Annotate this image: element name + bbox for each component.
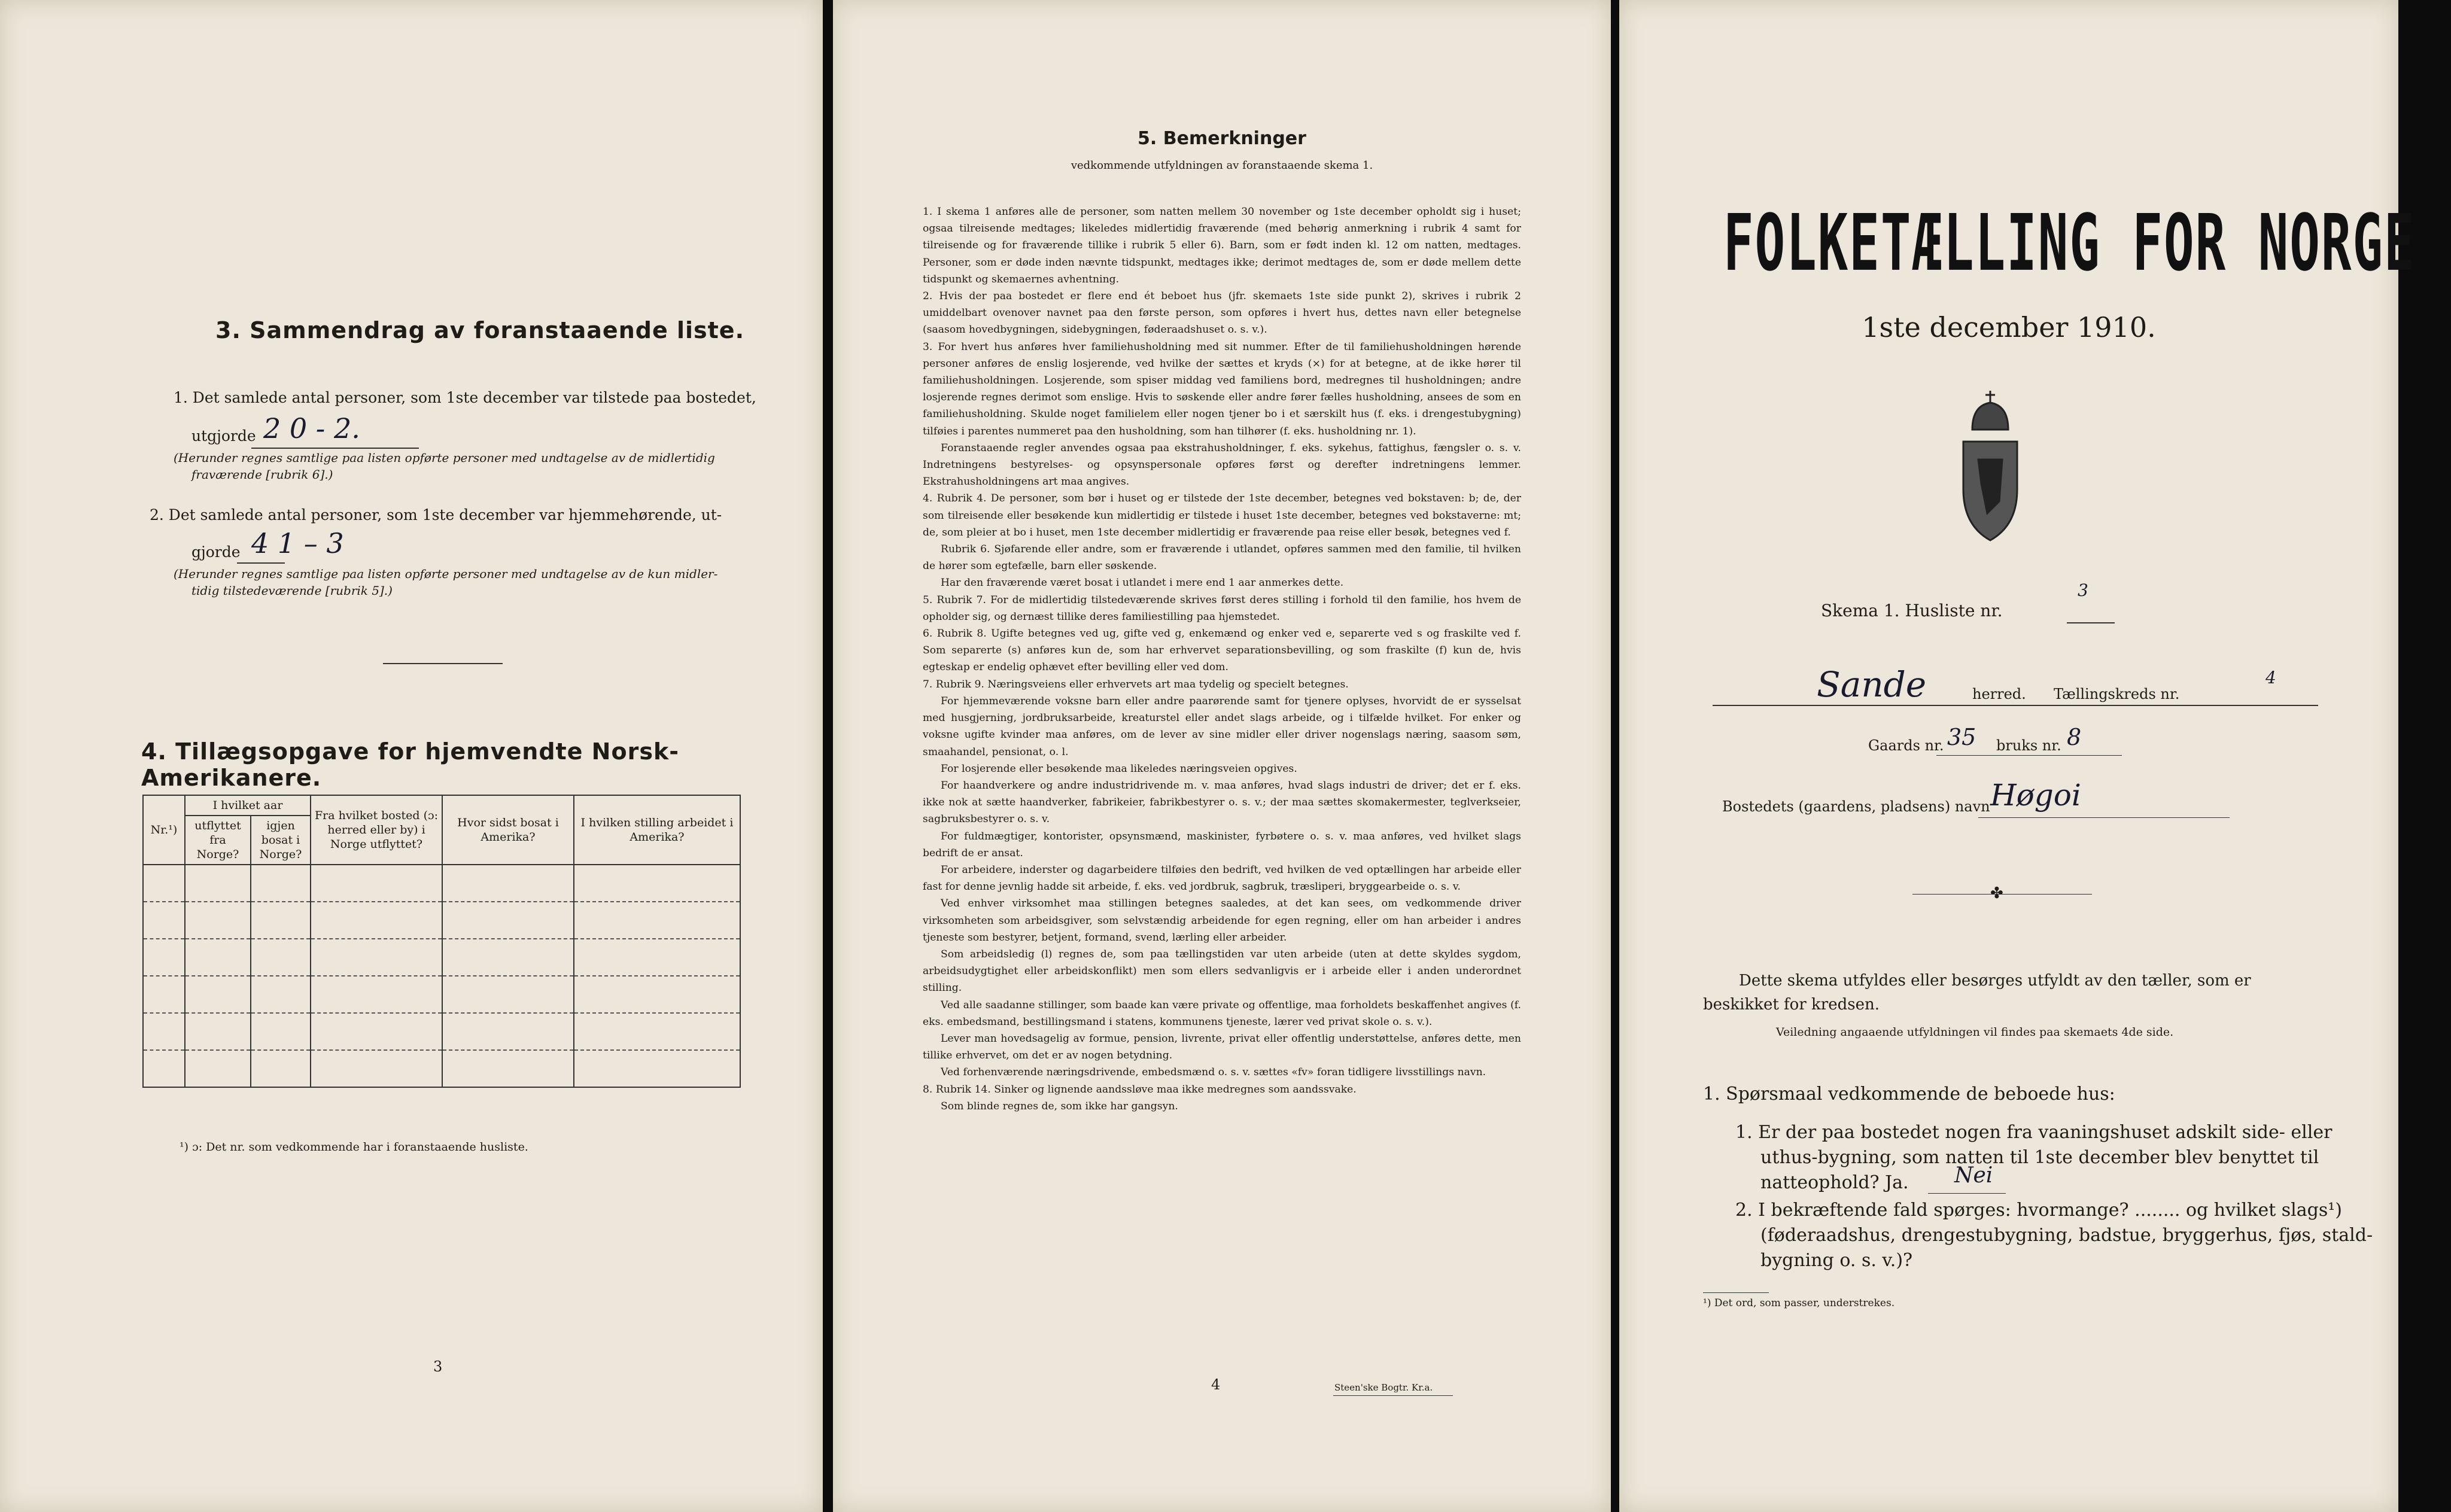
ornament-icon: ✤ [1990,884,2003,902]
bruks-value: 8 [2067,724,2082,750]
notes-body [923,203,1521,1115]
question-heading: 1. Spørsmaal vedkommende de beboede hus: [1703,1084,2115,1105]
page-middle [833,0,1611,1512]
note-item: For losjerende eller besøkende maa likeledes næringsveien opgives. [941,762,1297,775]
note-item: 8. Rubrik 14. Sinker og lignende aandssløve maa ikke medregnes som aandssvake. [923,1083,1357,1096]
note-item: Har den fraværende været bosat i utlandet i mere end 1 aar anmerkes dette. [941,577,1344,589]
gaards-value: 35 [1947,724,1976,750]
note-item: Foranstaaende regler anvendes ogsaa paa ekstrahusholdninger, f. eks. sykehus, fattighus, fængsler o. s. v. Indretningens bestyrelses- og opsynspersonale opføres først og derefter indretningens lemmer. Ekstrahusholdningens art maa angives. [923,442,1521,488]
note-item: Ved alle saadanne stillinger, som baade kan være private og offentlige, maa forholdets beskaffenhet angives (f. eks. embedsmand, bestillingsmand i statens, kommunens tjeneste, lærer ved privat skole o. s. v.). [923,999,1521,1028]
table-row [143,976,740,1013]
note-item: 3. For hvert hus anføres hver familiehusholdning med sit nummer. Efter de til familiehusholdningen hørende personer anføres de enslig losjerende, ved hvilke der sættes et kryds (×) for at betegne, at de ikke hører til familiehusholdningen. Losjerende, som spiser middag ved familiens bord, medregnes til husholdningen; andre losjerende regnes derimot som enslige. Hvis to søskende eller andre fører fælles husholdning, ansees de som en familiehusholdning. Skulde noget familielem eller nogen tjener bo i et særskilt hus (f. eks. i drengestubygning) tilføies i parentes nummeret paa den husholdning, som han tilhører (f. eks. husholdning nr. 1). [923,340,1521,437]
note-item: 1. I skema 1 anføres alle de personer, som natten mellem 30 november og 1ste december opholdt sig i huset; ogsaa tilreisende medtages; likeledes midlertidig fraværende (med behørig anmerkning i rubrik 4 samt for tilreisende og for fraværende tillike i rubrik 5 eller 6). Barn, som er født inden kl. 12 om natten, medtages. Personer, som er døde inden nævnte tidspunkt, medtages ikke; derimot medtages de, som er døde mellem dette tidspunkt og skemaernes avhentning. [923,206,1521,285]
item2-label: gjorde [191,543,241,561]
note-item: Lever man hovedsagelig av formue, pension, livrente, privat eller offentlig understøttelse, anføres dette, men tillike erhvervet, om det er av nogen betydning. [923,1032,1521,1062]
q1-answer: Nei [1954,1163,1993,1188]
page-number-left: 3 [433,1358,443,1375]
table-row [143,939,740,976]
note-item: 4. Rubrik 4. De personer, som bør i huset og er tilstede der 1ste december, betegnes ved bokstaven: b; de, der som tilreisende eller besøkende kun midlertidig er tilstede i huset 1ste december, betegnes ved bokstaverne: mt; de, som pleier at bo i huset, men 1ste december midlertidig er fraværende paa reise eller besøk, betegnes ved f. [923,492,1521,539]
col-emigrated: utflyttet fra Norge? [185,816,251,865]
item2-note1: (Herunder regnes samtlige paa listen opførte personer med undtagelse av de kun midler- [174,567,718,581]
notes-subtitle: vedkommende utfyldningen av foranstaaende skema 1. [1071,159,1373,172]
note-item: For hjemmeværende voksne barn eller andre paarørende samt for tjenere oplyses, hvorvidt de er sysselsat med husgjerning, jordbruksarbeide, kreaturstel eller andet slags arbeide, og i tilfælde hvilket. For enker og voksne ugifte kvinder maa anføres, om de lever av sine midler eller driver nogenslags næring, saasom søm, smaahandel, pensionat, o. l. [923,695,1521,758]
left-footnote: ¹) ɔ: Det nr. som vedkommende har i foranstaaende husliste. [180,1140,528,1154]
note-item: 7. Rubrik 9. Næringsveiens eller erhvervets art maa tydelig og specielt betegnes. [923,678,1349,690]
herred-line [1713,705,2318,706]
item1-label: utgjorde [191,427,256,445]
item2-fill-line [237,562,285,564]
intro-line3: Veiledning angaaende utfyldningen vil findes paa skemaets 4de side. [1776,1026,2174,1039]
section3-title: 3. Sammendrag av foranstaaende liste. [215,317,745,343]
table-row [143,1050,740,1087]
note-item: Som arbeidsledig (l) regnes de, som paa tællingstiden var uten arbeide (uten at dette skyldes sygdom, arbeidsudygtighet eller arbeidskonflikt) men som ellers sedvanligvis er i arbeide eller i anden underordnet stilling. [923,948,1521,994]
note-item: Ved forhenværende næringsdrivende, embedsmænd o. s. v. sættes «fv» foran tidligere livsstillings navn. [941,1066,1486,1079]
bosted-label: Bostedets (gaardens, pladsens) navn [1722,798,1990,815]
note-item: 2. Hvis der paa bostedet er flere end ét beboet hus (jfr. skemaets 1ste side punkt 2), skrives i rubrik 2 umiddelbart ovenover navnet paa den første person, som opføres i hvert hus, dettes navn eller betegnelse (saasom hovedbygningen, sidebygningen, føderaadshuset o. s. v.). [923,290,1521,336]
printer-mark: Steen'ske Bogtr. Kr.a. [1334,1382,1433,1393]
intro-line2: beskikket for kredsen. [1703,996,1880,1014]
table-row [143,1013,740,1050]
intro-line1: Dette skema utfyldes eller besørges utfyldt av den tæller, som er [1739,972,2251,990]
note-item: For arbeidere, inderster og dagarbeidere tilføies den bedrift, ved hvilken de ved optællingen har arbeide eller fast for denne jevnlig hadde sit arbeide, f. eks. ved jordbruk, sagbruk, træsliperi, bryggearbeide o. s. v. [923,863,1521,893]
col-year-group: I hvilket aar [185,795,311,816]
q2-line3: bygning o. s. v.)? [1760,1250,1913,1271]
q1-answer-line [1928,1193,2006,1194]
col-from: Fra hvilket bosted (ɔ: herred eller by) i Norge utflyttet? [311,795,442,865]
item1-note1: (Herunder regnes samtlige paa listen opførte personer med undtagelse av de midlertidig [174,451,715,465]
item1-note2: fraværende [rubrik 6].) [191,467,333,482]
note-item: 5. Rubrik 7. For de midlertidig tilstedeværende skrives først deres stilling i forhold til den familie, hos hvem de opholder sig, og dernæst tillike deres familiestilling paa hjemstedet. [923,594,1521,623]
table-row [143,865,740,902]
note-item: Som blinde regnes de, som ikke har gangsyn. [941,1100,1178,1112]
item2-note2: tidig tilstedeværende [rubrik 5].) [191,583,393,598]
husliste-line [2067,622,2115,623]
census-date: 1ste december 1910. [1862,311,2156,343]
col-returned: igjen bosat i Norge? [251,816,311,865]
footnote-line [1703,1292,1769,1293]
table-row [143,902,740,939]
item1-value: 2 0 - 2. [263,412,360,445]
printer-line [1333,1395,1453,1396]
col-nr: Nr.¹) [143,795,185,865]
kreds-label: Tællingskreds nr. [2054,686,2180,702]
notes-title: 5. Bemerkninger [1138,128,1306,149]
col-where: Hvor sidst bosat i Amerika? [442,795,574,865]
right-footnote: ¹) Det ord, som passer, understrekes. [1703,1297,1895,1309]
gaards-line [1936,755,2122,756]
herred-label: herred. [1972,686,2026,702]
norsk-amerikanere-table [142,795,741,1088]
schema-label: Skema 1. Husliste nr. [1821,601,2003,620]
page-number-middle: 4 [1211,1376,1221,1393]
q2-line2: (føderaadshus, drengestubygning, badstue, bryggerhus, fjøs, stald- [1760,1225,2373,1246]
bruks-label: bruks nr. [1996,737,2061,754]
divider-line [383,663,503,664]
q1-line3: natteophold? Ja. [1760,1172,1909,1193]
gaards-label: Gaards nr. [1868,737,1944,754]
note-item: Ved enhver virksomhet maa stillingen betegnes saaledes, at det kan sees, om vedkommende driver virksomheten som arbeidsgiver, som selvstændig arbeidende for egen regning, eller om han arbeider i andres tjeneste som bestyrer, betjent, formand, svend, lærling eller arbeider. [923,898,1521,944]
q1-line2: uthus-bygning, som natten til 1ste december blev benyttet til [1760,1147,2319,1168]
q1-line1: 1. Er der paa bostedet nogen fra vaaningshuset adskilt side- eller [1735,1122,2333,1143]
col-position: I hvilken stilling arbeidet i Amerika? [574,795,740,865]
item2-value: 4 1 – 3 [251,527,344,559]
kreds-value: 4 [2265,668,2276,687]
section4-title: 4. Tillægsopgave for hjemvendte Norsk-Amerikanere. [141,738,679,791]
herred-value: Sande [1817,664,1927,705]
note-item: For fuldmægtiger, kontorister, opsynsmænd, maskinister, fyrbøtere o. s. v. maa anføres, ved hvilket slags bedrift de er ansat. [923,830,1521,859]
note-item: Rubrik 6. Sjøfarende eller andre, som er fraværende i utlandet, opføres sammen med den familie, til hvilken de hører som egtefælle, barn eller søskende. [923,543,1521,573]
note-item: For haandverkere og andre industridrivende m. v. maa anføres, hvad slags industri de driver; det er f. eks. ikke nok at sætte haandverker, fabrikeier, fabrikbestyrer o. s. v.; der maa sættes skomakermester, teglverkseier, sagbruksbestyrer o. s. v. [923,779,1521,826]
item1-line1: 1. Det samlede antal personer, som 1ste december var tilstede paa bostedet, [174,389,756,406]
page-left [0,0,823,1512]
item2-line1: 2. Det samlede antal personer, som 1ste december var hjemmehørende, ut- [150,506,722,524]
coat-of-arms-icon [1954,388,2026,544]
note-item: 6. Rubrik 8. Ugifte betegnes ved ug, gifte ved g, enkemænd og enker ved e, separerte ved s og fraskilte ved f. Som separerte (s) anføres kun de, som har erhvervet separationsbevilling, og som fraskilte (f) kun de, hvis egteskap er endelig ophævet efter bevilling eller ved dom. [923,628,1521,674]
item1-fill-line [251,448,419,449]
document-title: FOLKETÆLLING FOR NORGE [1723,197,2416,288]
husliste-nr: 3 [2078,580,2088,600]
bosted-value: Høgoi [1990,778,2081,813]
bosted-line [1978,817,2230,818]
q2-line1: 2. I bekræftende fald spørges: hvormange? ........ og hvilket slags¹) [1735,1200,2342,1221]
